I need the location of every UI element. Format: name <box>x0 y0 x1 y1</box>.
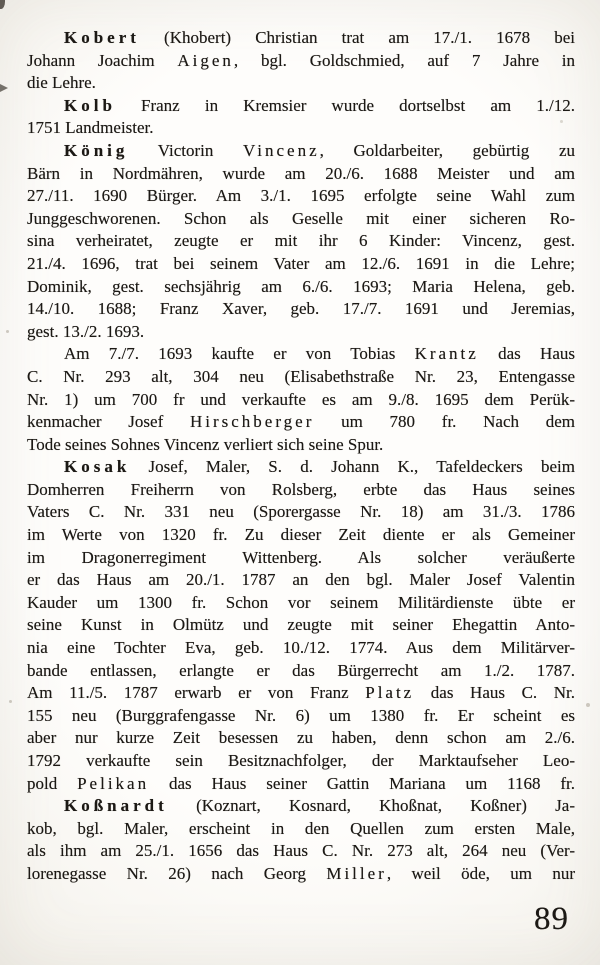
paragraph-kossnardt <box>27 795 575 885</box>
text-line <box>27 750 575 773</box>
text-line <box>27 389 575 412</box>
scan-speck <box>9 700 12 703</box>
text-run: , weil öde, um nur <box>386 863 575 883</box>
text-line <box>27 276 575 299</box>
text-run: die Lehre. <box>27 73 96 93</box>
text-run: (Khobert) Christian trat am 17./1. 1678 bei <box>139 28 575 47</box>
text-line <box>27 366 575 389</box>
text-line <box>27 501 575 524</box>
text-run: seine Kunst in Olmütz und zeugte mit seiner Ehegattin Anto- <box>27 615 575 635</box>
text-run: das Haus seiner Gattin Mariana um 1168 fr. <box>149 773 575 793</box>
spaced-name: Krantz <box>414 344 479 364</box>
text-line <box>27 411 575 434</box>
text-line <box>27 773 575 796</box>
text-run: , Goldarbeiter, gebürtig zu <box>319 140 575 160</box>
text-line <box>27 434 575 457</box>
scan-speck <box>586 703 590 707</box>
spaced-name: Aigen <box>177 50 234 70</box>
text-line <box>27 660 575 683</box>
text-run: 1751 Landmeister. <box>27 118 154 138</box>
text-line <box>27 253 575 276</box>
text-run: Tode seines Sohnes Vincenz verliert sich seine Spur. <box>27 434 384 454</box>
paragraph-kosak <box>27 456 575 795</box>
text-run: 27./11. 1690 Bürger. Am 3./1. 1695 erfolgte seine Wahl zum <box>27 186 575 206</box>
text-run: das Haus <box>478 344 575 364</box>
paragraph-kolb <box>27 95 575 140</box>
text-line <box>27 614 575 637</box>
spaced-name: Pelikan <box>77 773 150 793</box>
text-line <box>27 185 575 208</box>
text-line <box>27 682 575 705</box>
text-run: Vaters C. Nr. 331 neu (Sporergasse Nr. 18) am 31./3. 1786 <box>27 502 575 522</box>
text-line <box>27 27 575 50</box>
spaced-name: Vincenz <box>243 140 320 160</box>
text-line <box>27 298 575 321</box>
text-run: Franz in Kremsier wurde dortselbst am 1./12. <box>115 95 575 115</box>
text-run: sina verheiratet, zeugte er mit ihr 6 Kinder: Vincenz, gest. <box>27 231 575 251</box>
headword: König <box>64 140 129 160</box>
text-line <box>27 637 575 660</box>
text-run: 14./10. 1688; Franz Xaver, geb. 17./7. 1691 und Jeremias, <box>27 299 575 319</box>
text-run: Bärn in Nordmähren, wurde am 20./6. 1688 Meister und am <box>27 163 575 183</box>
text-run: Victorin <box>128 140 244 160</box>
headword: Kosak <box>64 457 131 477</box>
text-line <box>27 592 575 615</box>
text-line <box>27 795 575 818</box>
text-line <box>27 727 575 750</box>
text-run: um 780 fr. Nach dem <box>314 412 575 432</box>
paragraph-koenig-haus <box>27 343 575 456</box>
text-run: kenmacher Josef <box>27 412 190 432</box>
text-run: 155 neu (Burggrafengasse Nr. 6) um 1380 fr. Er scheint es <box>27 705 575 725</box>
spaced-name: Hirschberger <box>189 412 315 432</box>
paragraph-kobert <box>27 27 575 95</box>
text-run: als ihm am 25./1. 1656 das Haus C. Nr. 273 alt, 264 neu (Ver- <box>27 841 575 861</box>
text-run: Domherren Freiherrn von Rolsberg, erbte das Haus seines <box>27 479 575 499</box>
text-line <box>27 72 575 95</box>
text-run: Am 7./7. 1693 kaufte er von Tobias <box>64 344 415 364</box>
text-run: (Koznart, Kosnard, Khoßnat, Koßner) Ja- <box>167 796 575 816</box>
text-run: im Dragonerregiment Wittenberg. Als solcher veräußerte <box>27 547 575 567</box>
text-line <box>27 524 575 547</box>
text-line <box>27 321 575 344</box>
text-run: Nr. 1) um 700 fr und verkaufte es am 9./8. 1695 dem Perük- <box>27 389 575 409</box>
text-run: im Werte von 1320 fr. Zu dieser Zeit diente er als Gemeiner <box>27 525 575 545</box>
text-run: Josef, Maler, S. d. Johann K., Tafeldeckers beim <box>130 457 575 477</box>
text-line <box>27 547 575 570</box>
text-line <box>27 705 575 728</box>
text-run: kob, bgl. Maler, erscheint in den Quellen zum ersten Male, <box>27 818 575 838</box>
text-line <box>27 840 575 863</box>
text-run: 1792 verkaufte sein Besitznachfolger, der Marktaufseher Leo- <box>27 751 575 770</box>
text-line <box>27 456 575 479</box>
text-line <box>27 140 575 163</box>
text-run: er das Haus am 20./1. 1787 an den bgl. Maler Josef Valentin <box>27 570 575 590</box>
headword: Koßnardt <box>64 796 168 816</box>
text-run: Dominik, gest. sechsjährig am 6./6. 1693; Maria Helena, geb. <box>27 276 575 296</box>
text-line <box>27 818 575 841</box>
headword: Kobert <box>64 28 140 47</box>
text-line <box>27 95 575 118</box>
text-run: lorenegasse Nr. 26) nach Georg <box>27 863 327 883</box>
text-run: das Haus C. Nr. <box>414 683 575 703</box>
text-line <box>27 479 575 502</box>
text-run: Johann Joachim <box>27 50 178 70</box>
text-run: Kauder um 1300 fr. Schon vor seinem Militärdienste übte er <box>27 592 575 612</box>
paragraph-koenig <box>27 140 575 343</box>
text-line <box>27 117 575 140</box>
scan-mark <box>0 0 5 9</box>
text-line <box>27 343 575 366</box>
text-line <box>27 863 575 886</box>
text-run: gest. 13./2. 1693. <box>27 321 145 341</box>
text-run: aber nur kurze Zeit besessen zu haben, denn schon am 2./6. <box>27 728 575 748</box>
text-run: Am 11./5. 1787 erwarb er von Franz <box>27 683 366 703</box>
text-run: bande entlassen, erlangte er das Bürgerrecht am 1./2. 1787. <box>27 660 575 680</box>
text-run: C. Nr. 293 alt, 304 neu (Elisabethstraße Nr. 23, Entengasse <box>27 366 575 386</box>
spaced-name: Platz <box>365 683 415 703</box>
headword: Kolb <box>64 95 116 115</box>
text-line <box>27 230 575 253</box>
text-line <box>27 163 575 186</box>
text-run: , bgl. Goldschmied, auf 7 Jahre in <box>233 50 575 70</box>
text-run: 21./4. 1696, trat bei seinem Vater am 12./6. 1691 in die Lehre; <box>27 253 575 273</box>
text-block <box>27 27 575 886</box>
scan-mark <box>0 84 8 92</box>
text-run: nia eine Tochter Eva, geb. 10./12. 1774. Aus dem Militärver- <box>27 638 575 658</box>
text-run: Junggeschworenen. Schon als Geselle mit einer sicheren Ro- <box>27 208 575 228</box>
page-number: 89 <box>534 901 569 937</box>
spaced-name: Miller <box>326 863 387 883</box>
text-run: pold <box>27 773 78 793</box>
text-line <box>27 569 575 592</box>
text-line <box>27 50 575 73</box>
scan-speck <box>6 330 9 333</box>
text-line <box>27 208 575 231</box>
